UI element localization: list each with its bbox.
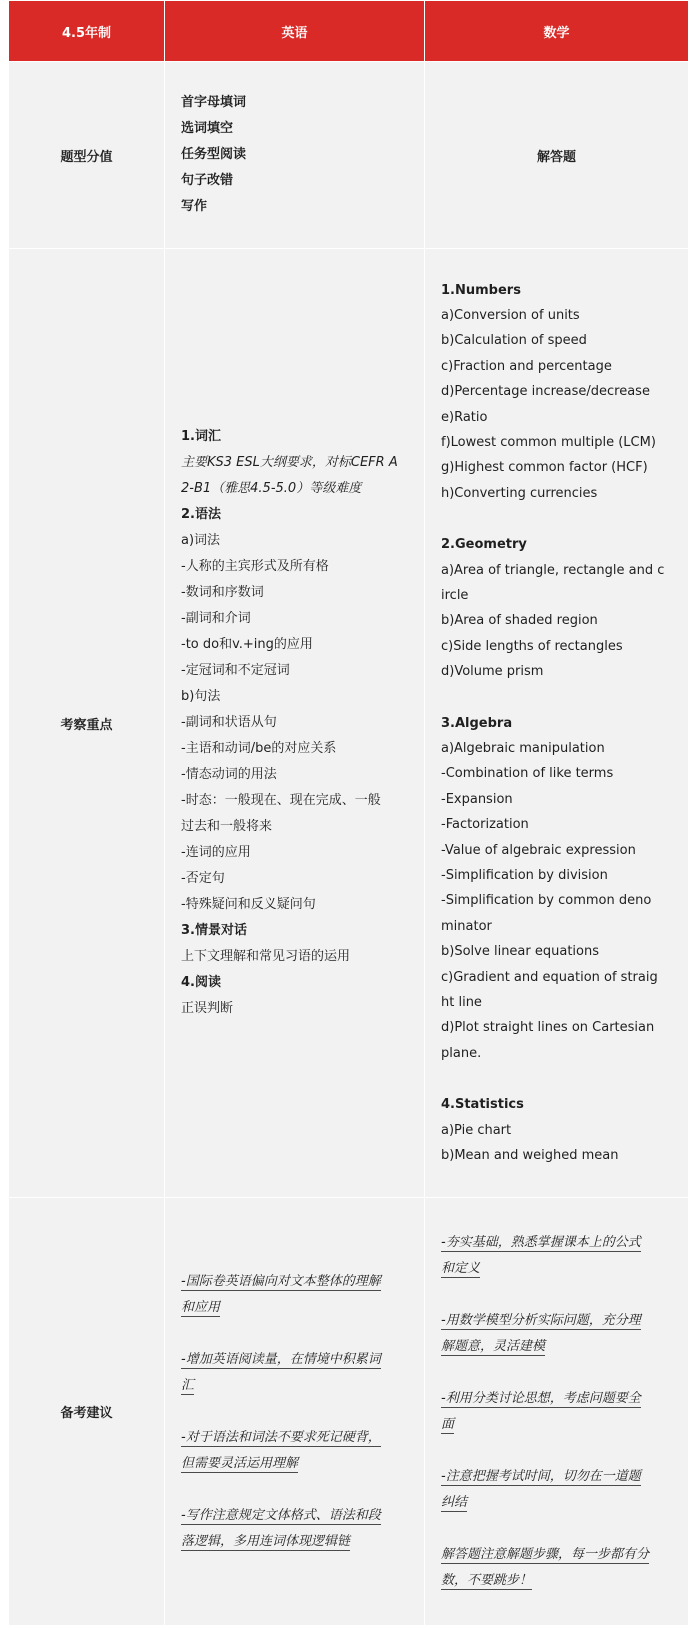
section-heading xyxy=(181,424,408,450)
advice-item-text: 落逻辑，多用连词体现逻辑链 xyxy=(181,1533,351,1549)
focus-item xyxy=(441,736,672,761)
advice-item xyxy=(441,1464,672,1490)
focus-item xyxy=(441,303,672,328)
focus-item-text: -人称的主宾形式及所有格 xyxy=(181,559,329,574)
spacer xyxy=(441,1516,672,1542)
section-heading-text: 4.Statistics xyxy=(441,1097,524,1113)
advice-item xyxy=(441,1256,672,1282)
focus-item-text: ht line xyxy=(441,995,482,1011)
focus-item xyxy=(181,554,408,580)
focus-item xyxy=(441,379,672,404)
focus-item-text: -时态：一般现在、现在完成、一般 xyxy=(181,793,381,808)
focus-item xyxy=(441,888,672,913)
advice-item xyxy=(181,1451,408,1477)
note-line-text: 2-B1（雅思4.5-5.0）等级难度 xyxy=(181,481,362,496)
focus-item xyxy=(181,684,408,710)
advice-item-text: -增加英语阅读量，在情境中积累词 xyxy=(181,1351,381,1367)
advice-item-text: -写作注意规定文体格式、语法和段 xyxy=(181,1507,381,1523)
focus-item-text: a)词法 xyxy=(181,533,221,548)
question-type-item xyxy=(181,142,408,168)
english-focus xyxy=(165,249,425,1198)
focus-item xyxy=(441,1143,672,1168)
focus-item-text: d)Plot straight lines on Cartesian xyxy=(441,1020,655,1036)
focus-item-text: c)Side lengths of rectangles xyxy=(441,638,623,654)
advice-item-text: -用数学模型分析实际问题，充分理 xyxy=(441,1312,641,1328)
focus-item-text: d)Percentage increase/decrease xyxy=(441,384,650,400)
focus-item-text: -Expansion xyxy=(441,791,513,807)
focus-item xyxy=(181,710,408,736)
header-row xyxy=(9,1,689,62)
advice-item xyxy=(441,1542,672,1568)
section-heading-text: 2.语法 xyxy=(181,507,221,522)
focus-item xyxy=(181,788,408,814)
focus-item-text: minator xyxy=(441,918,492,934)
focus-item xyxy=(181,736,408,762)
question-type-item-text: 选词填空 xyxy=(181,121,234,136)
advice-item-text: 和应用 xyxy=(181,1299,221,1315)
focus-item xyxy=(181,840,408,866)
section-heading xyxy=(181,970,408,996)
section-heading-text: 1.词汇 xyxy=(181,429,221,444)
focus-item-text: a)Conversion of units xyxy=(441,307,580,323)
focus-item xyxy=(181,658,408,684)
advice-item-text: 解答题注意解题步骤，每一步都有分 xyxy=(441,1546,650,1562)
focus-item-text: c)Fraction and percentage xyxy=(441,358,612,374)
english-question-types xyxy=(165,62,425,249)
question-type-item xyxy=(181,90,408,116)
advice-item xyxy=(441,1308,672,1334)
focus-item xyxy=(181,892,408,918)
focus-item-text: -主语和动词/be的对应关系 xyxy=(181,741,337,756)
spacer xyxy=(441,506,672,532)
focus-item xyxy=(441,405,672,430)
focus-item xyxy=(441,430,672,455)
focus-item xyxy=(181,944,408,970)
focus-item-text: 正误判断 xyxy=(181,1001,234,1016)
focus-item-text: plane. xyxy=(441,1045,482,1061)
focus-item xyxy=(181,528,408,554)
focus-item xyxy=(181,814,408,840)
focus-item xyxy=(181,996,408,1022)
advice-item xyxy=(181,1425,408,1451)
advice-item-text: -夯实基础，熟悉掌握课本上的公式 xyxy=(441,1234,641,1250)
focus-item-text: d)Volume prism xyxy=(441,664,544,680)
focus-item xyxy=(441,1118,672,1143)
advice-item-text: -国际卷英语偏向对文本整体的理解 xyxy=(181,1273,381,1289)
spacer xyxy=(441,1066,672,1092)
section-heading-text: 2.Geometry xyxy=(441,537,527,553)
section-heading xyxy=(181,918,408,944)
spacer xyxy=(181,1321,408,1347)
focus-item xyxy=(441,455,672,480)
focus-item-text: -特殊疑问和反义疑问句 xyxy=(181,897,316,912)
focus-item-text: -Simplification by common deno xyxy=(441,893,652,909)
spacer xyxy=(181,1399,408,1425)
row-label-question-types: 题型分值 xyxy=(9,62,165,249)
section-heading xyxy=(441,532,672,557)
spacer xyxy=(441,1438,672,1464)
header-math: 数学 xyxy=(425,1,689,62)
comparison-table xyxy=(8,0,689,1626)
advice-item xyxy=(181,1503,408,1529)
focus-item-text: 上下文理解和常见习语的运用 xyxy=(181,949,351,964)
focus-item-text: -否定句 xyxy=(181,871,225,886)
row-advice xyxy=(9,1198,689,1626)
advice-item xyxy=(181,1529,408,1555)
focus-item-text: b)Mean and weighed mean xyxy=(441,1148,619,1164)
advice-item xyxy=(181,1295,408,1321)
focus-item xyxy=(181,606,408,632)
spacer xyxy=(441,1360,672,1386)
advice-item-text: 纠结 xyxy=(441,1494,468,1510)
question-type-item xyxy=(181,168,408,194)
focus-item xyxy=(441,965,672,990)
focus-item-text: b)Solve linear equations xyxy=(441,944,599,960)
focus-item-text: g)Highest common factor (HCF) xyxy=(441,460,648,476)
question-type-item xyxy=(181,116,408,142)
focus-item xyxy=(441,481,672,506)
math-advice xyxy=(425,1198,689,1626)
note-line-text: 主要KS3 ESL大纲要求，对标CEFR A xyxy=(181,455,398,470)
question-type-item-text: 首字母填词 xyxy=(181,95,247,110)
section-heading xyxy=(181,502,408,528)
focus-item xyxy=(441,838,672,863)
spacer xyxy=(441,685,672,711)
advice-item xyxy=(441,1490,672,1516)
header-english: 英语 xyxy=(165,1,425,62)
focus-item-text: b)句法 xyxy=(181,689,221,704)
focus-item-text: -数词和序数词 xyxy=(181,585,264,600)
advice-item xyxy=(441,1412,672,1438)
question-type-item-text: 写作 xyxy=(181,199,208,214)
section-heading-text: 4.阅读 xyxy=(181,975,221,990)
focus-item xyxy=(441,812,672,837)
focus-item xyxy=(441,787,672,812)
focus-item-text: f)Lowest common multiple (LCM) xyxy=(441,434,656,450)
header-program: 4.5年制 xyxy=(9,1,165,62)
focus-item xyxy=(441,608,672,633)
advice-item xyxy=(181,1269,408,1295)
advice-item xyxy=(181,1347,408,1373)
row-focus xyxy=(9,249,689,1198)
row-label-focus: 考察重点 xyxy=(9,249,165,1198)
focus-item-text: -Simplification by division xyxy=(441,868,608,884)
focus-item xyxy=(181,580,408,606)
focus-item xyxy=(441,558,672,583)
advice-item-text: -对于语法和词法不要求死记硬背， xyxy=(181,1429,381,1445)
spacer xyxy=(181,1477,408,1503)
row-question-types xyxy=(9,62,689,249)
focus-item xyxy=(441,914,672,939)
focus-item xyxy=(441,634,672,659)
section-heading-text: 1.Numbers xyxy=(441,282,521,298)
focus-item-text: c)Gradient and equation of straig xyxy=(441,969,658,985)
focus-item-text: -Factorization xyxy=(441,817,529,833)
advice-item xyxy=(181,1373,408,1399)
focus-item xyxy=(441,583,672,608)
focus-item-text: -Combination of like terms xyxy=(441,766,614,782)
note-line xyxy=(181,450,408,476)
advice-item xyxy=(441,1568,672,1594)
focus-item xyxy=(441,761,672,786)
focus-item-text: -Value of algebraic expression xyxy=(441,842,636,858)
section-heading xyxy=(441,278,672,303)
advice-item xyxy=(441,1386,672,1412)
section-heading xyxy=(441,1092,672,1117)
focus-item xyxy=(441,1015,672,1040)
advice-item xyxy=(441,1334,672,1360)
focus-item-text: -to do和v.+ing的应用 xyxy=(181,637,313,652)
advice-item-text: 和定义 xyxy=(441,1260,481,1276)
focus-item xyxy=(181,632,408,658)
focus-item-text: -情态动词的用法 xyxy=(181,767,277,782)
advice-item xyxy=(441,1230,672,1256)
focus-item-text: -副词和介词 xyxy=(181,611,251,626)
question-type-item xyxy=(181,194,408,220)
section-heading xyxy=(441,711,672,736)
advice-item-text: 解题意，灵活建模 xyxy=(441,1338,546,1354)
english-advice xyxy=(165,1198,425,1626)
math-question-types: 解答题 xyxy=(425,62,689,249)
focus-item-text: 过去和一般将来 xyxy=(181,819,273,834)
focus-item-text: h)Converting currencies xyxy=(441,485,598,501)
focus-item-text: -副词和状语从句 xyxy=(181,715,277,730)
advice-item-text: 面 xyxy=(441,1416,455,1432)
question-type-item-text: 句子改错 xyxy=(181,173,234,188)
advice-item-text: 但需要灵活运用理解 xyxy=(181,1455,299,1471)
advice-item-text: -注意把握考试时间，切勿在一道题 xyxy=(441,1468,641,1484)
focus-item xyxy=(441,939,672,964)
focus-item-text: a)Pie chart xyxy=(441,1122,512,1138)
focus-item-text: b)Area of shaded region xyxy=(441,613,598,629)
focus-item xyxy=(441,659,672,684)
section-heading-text: 3.Algebra xyxy=(441,715,513,731)
note-line xyxy=(181,476,408,502)
focus-item-text: -定冠词和不定冠词 xyxy=(181,663,290,678)
focus-item-text: a)Algebraic manipulation xyxy=(441,741,605,756)
focus-item-text: -连词的应用 xyxy=(181,845,251,860)
focus-item-text: b)Calculation of speed xyxy=(441,333,587,349)
focus-item xyxy=(441,863,672,888)
advice-item-text: -利用分类讨论思想，考虑问题要全 xyxy=(441,1390,641,1406)
spacer xyxy=(441,1282,672,1308)
focus-item xyxy=(181,762,408,788)
focus-item-text: a)Area of triangle, rectangle and c xyxy=(441,562,665,578)
focus-item-text: e)Ratio xyxy=(441,409,488,425)
row-label-advice: 备考建议 xyxy=(9,1198,165,1626)
section-heading-text: 3.情景对话 xyxy=(181,923,247,938)
math-focus xyxy=(425,249,689,1198)
focus-item xyxy=(441,990,672,1015)
advice-item-text: 数，不要跳步！ xyxy=(441,1572,533,1588)
question-type-item-text: 任务型阅读 xyxy=(181,147,247,162)
focus-item xyxy=(181,866,408,892)
focus-item xyxy=(441,1041,672,1066)
focus-item xyxy=(441,328,672,353)
advice-item-text: 汇 xyxy=(181,1377,195,1393)
focus-item xyxy=(441,354,672,379)
focus-item-text: ircle xyxy=(441,587,469,603)
